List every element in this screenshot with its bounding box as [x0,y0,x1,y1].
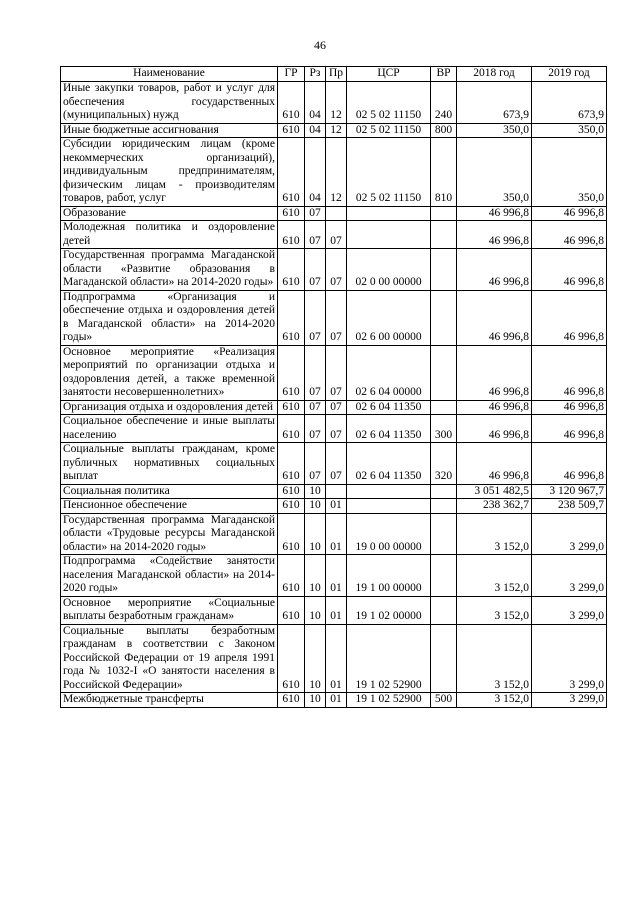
cell-2018: 46 996,8 [457,400,532,415]
cell-name: Подпрограмма «Содействие занятости населения Магаданской области» на 2014-2020 годы» [61,555,278,597]
cell-2019: 3 299,0 [532,596,607,624]
cell-gr: 610 [278,249,305,291]
cell-vr [431,596,457,624]
table-row [61,499,607,514]
table-row [61,290,607,345]
cell-2019: 673,9 [532,82,607,124]
cell-rz: 04 [305,138,326,207]
cell-rz: 10 [305,484,326,499]
cell-vr: 320 [431,443,457,485]
cell-csr: 02 6 04 00000 [347,345,431,400]
header-csr: ЦСР [347,67,431,82]
cell-rz: 07 [305,415,326,443]
cell-pr: 01 [326,555,347,597]
cell-vr [431,400,457,415]
cell-gr: 610 [278,123,305,138]
cell-pr: 01 [326,499,347,514]
header-2019: 2019 год [532,67,607,82]
cell-gr: 610 [278,443,305,485]
header-gr: ГР [278,67,305,82]
cell-gr: 610 [278,513,305,555]
cell-vr [431,290,457,345]
cell-2019: 46 996,8 [532,249,607,291]
cell-pr: 07 [326,221,347,249]
cell-name: Межбюджетные трансферты [61,693,278,708]
cell-pr: 07 [326,345,347,400]
cell-pr: 12 [326,123,347,138]
cell-2018: 46 996,8 [457,443,532,485]
cell-csr: 02 5 02 11150 [347,138,431,207]
cell-vr: 240 [431,82,457,124]
cell-pr: 01 [326,693,347,708]
cell-gr: 610 [278,345,305,400]
cell-csr: 19 1 02 52900 [347,693,431,708]
cell-gr: 610 [278,484,305,499]
cell-rz: 10 [305,624,326,693]
cell-gr: 610 [278,400,305,415]
cell-name: Подпрограмма «Организация и обеспечение отдыха и оздоровления детей в Магаданской области» на 2014-2020 годы» [61,290,278,345]
cell-vr [431,249,457,291]
cell-2019: 3 299,0 [532,624,607,693]
cell-rz: 10 [305,499,326,514]
cell-2019: 46 996,8 [532,221,607,249]
cell-pr: 01 [326,624,347,693]
cell-name: Пенсионное обеспечение [61,499,278,514]
cell-2018: 3 152,0 [457,596,532,624]
cell-vr: 800 [431,123,457,138]
table-row [61,596,607,624]
cell-2019: 46 996,8 [532,290,607,345]
cell-rz: 07 [305,290,326,345]
header-vr: ВР [431,67,457,82]
cell-csr: 19 1 02 00000 [347,596,431,624]
cell-name: Государственная программа Магаданской области «Развитие образования в Магаданской области» на 2014-2020 годы» [61,249,278,291]
cell-vr [431,555,457,597]
cell-name: Государственная программа Магаданской области «Трудовые ресурсы Магаданской области» на 2014-2020 годы» [61,513,278,555]
cell-2019: 46 996,8 [532,345,607,400]
cell-gr: 610 [278,596,305,624]
table-row [61,400,607,415]
cell-gr: 610 [278,82,305,124]
table-row [61,443,607,485]
cell-2018: 46 996,8 [457,415,532,443]
cell-vr [431,206,457,221]
table-row [61,123,607,138]
cell-rz: 07 [305,249,326,291]
cell-name: Молодежная политика и оздоровление детей [61,221,278,249]
cell-pr [326,206,347,221]
table-row [61,206,607,221]
table-row [61,484,607,499]
cell-name: Социальная политика [61,484,278,499]
table-body [61,82,607,708]
cell-vr [431,345,457,400]
cell-gr: 610 [278,221,305,249]
cell-vr [431,499,457,514]
cell-csr: 02 5 02 11150 [347,123,431,138]
cell-gr: 610 [278,693,305,708]
cell-2018: 46 996,8 [457,345,532,400]
cell-rz: 04 [305,82,326,124]
cell-rz: 07 [305,345,326,400]
cell-csr [347,206,431,221]
cell-2019: 46 996,8 [532,443,607,485]
cell-pr: 01 [326,513,347,555]
cell-2019: 46 996,8 [532,415,607,443]
cell-name: Организация отдыха и оздоровления детей [61,400,278,415]
cell-name: Образование [61,206,278,221]
cell-2019: 3 299,0 [532,555,607,597]
cell-gr: 610 [278,415,305,443]
cell-csr [347,221,431,249]
cell-rz: 07 [305,443,326,485]
table-row [61,693,607,708]
cell-2018: 46 996,8 [457,221,532,249]
cell-vr: 500 [431,693,457,708]
cell-csr: 19 1 02 52900 [347,624,431,693]
cell-vr [431,624,457,693]
cell-csr: 19 0 00 00000 [347,513,431,555]
cell-pr [326,484,347,499]
cell-pr: 12 [326,82,347,124]
cell-csr: 02 6 04 11350 [347,400,431,415]
cell-vr [431,221,457,249]
cell-pr: 07 [326,443,347,485]
cell-vr: 810 [431,138,457,207]
cell-2018: 3 152,0 [457,624,532,693]
cell-name: Иные бюджетные ассигнования [61,123,278,138]
table-row [61,138,607,207]
table-row [61,624,607,693]
cell-2018: 350,0 [457,123,532,138]
header-rz: Рз [305,67,326,82]
cell-pr: 07 [326,290,347,345]
cell-csr: 02 5 02 11150 [347,82,431,124]
cell-pr: 12 [326,138,347,207]
cell-2019: 238 509,7 [532,499,607,514]
page-number: 46 [314,38,326,52]
cell-rz: 10 [305,555,326,597]
cell-name: Субсидии юридическим лицам (кроме некоммерческих организаций), индивидуальным предпринимателям, физическим лицам - производителям товаров, работ, услуг [61,138,278,207]
table-row [61,345,607,400]
cell-2018: 3 152,0 [457,693,532,708]
cell-csr: 19 1 00 00000 [347,555,431,597]
table-row [61,82,607,124]
cell-name: Иные закупки товаров, работ и услуг для обеспечения государственных (муниципальных) нужд [61,82,278,124]
cell-gr: 610 [278,290,305,345]
cell-csr [347,484,431,499]
cell-name: Основное мероприятие «Реализация мероприятий по организации отдыха и оздоровления детей, а также временной занятости несовершеннолетних» [61,345,278,400]
table-header-row [61,67,607,82]
cell-name: Социальное обеспечение и иные выплаты населению [61,415,278,443]
cell-csr: 02 6 04 11350 [347,415,431,443]
cell-csr: 02 6 00 00000 [347,290,431,345]
table-row [61,415,607,443]
cell-2018: 238 362,7 [457,499,532,514]
cell-rz: 07 [305,206,326,221]
cell-2018: 3 152,0 [457,555,532,597]
header-name: Наименование [61,67,278,82]
cell-vr: 300 [431,415,457,443]
cell-pr: 07 [326,400,347,415]
cell-rz: 10 [305,693,326,708]
cell-name: Социальные выплаты безработным гражданам в соответствии с Законом Российской Федерации от 19 апреля 1991 года № 1032-I «О занятости населения в Российской Федерации» [61,624,278,693]
cell-gr: 610 [278,138,305,207]
table-row [61,513,607,555]
table-row [61,221,607,249]
cell-vr [431,513,457,555]
budget-table [60,66,607,708]
cell-csr [347,499,431,514]
cell-rz: 07 [305,221,326,249]
cell-2018: 46 996,8 [457,290,532,345]
header-2018: 2018 год [457,67,532,82]
cell-rz: 07 [305,400,326,415]
cell-2019: 3 299,0 [532,513,607,555]
cell-name: Социальные выплаты гражданам, кроме публичных нормативных социальных выплат [61,443,278,485]
cell-2018: 46 996,8 [457,206,532,221]
cell-rz: 04 [305,123,326,138]
cell-gr: 610 [278,624,305,693]
cell-2019: 3 120 967,7 [532,484,607,499]
cell-gr: 610 [278,555,305,597]
cell-2018: 673,9 [457,82,532,124]
cell-csr: 02 6 04 11350 [347,443,431,485]
cell-2019: 350,0 [532,138,607,207]
cell-2018: 3 152,0 [457,513,532,555]
table-row [61,555,607,597]
cell-2019: 3 299,0 [532,693,607,708]
cell-csr: 02 0 00 00000 [347,249,431,291]
cell-pr: 07 [326,249,347,291]
cell-rz: 10 [305,596,326,624]
cell-2019: 46 996,8 [532,400,607,415]
cell-pr: 01 [326,596,347,624]
cell-2018: 46 996,8 [457,249,532,291]
cell-2019: 350,0 [532,123,607,138]
cell-2019: 46 996,8 [532,206,607,221]
cell-gr: 610 [278,499,305,514]
cell-name: Основное мероприятие «Социальные выплаты безработным гражданам» [61,596,278,624]
table-row [61,249,607,291]
header-pr: Пр [326,67,347,82]
cell-2018: 3 051 482,5 [457,484,532,499]
cell-rz: 10 [305,513,326,555]
cell-2018: 350,0 [457,138,532,207]
cell-vr [431,484,457,499]
cell-gr: 610 [278,206,305,221]
cell-pr: 07 [326,415,347,443]
